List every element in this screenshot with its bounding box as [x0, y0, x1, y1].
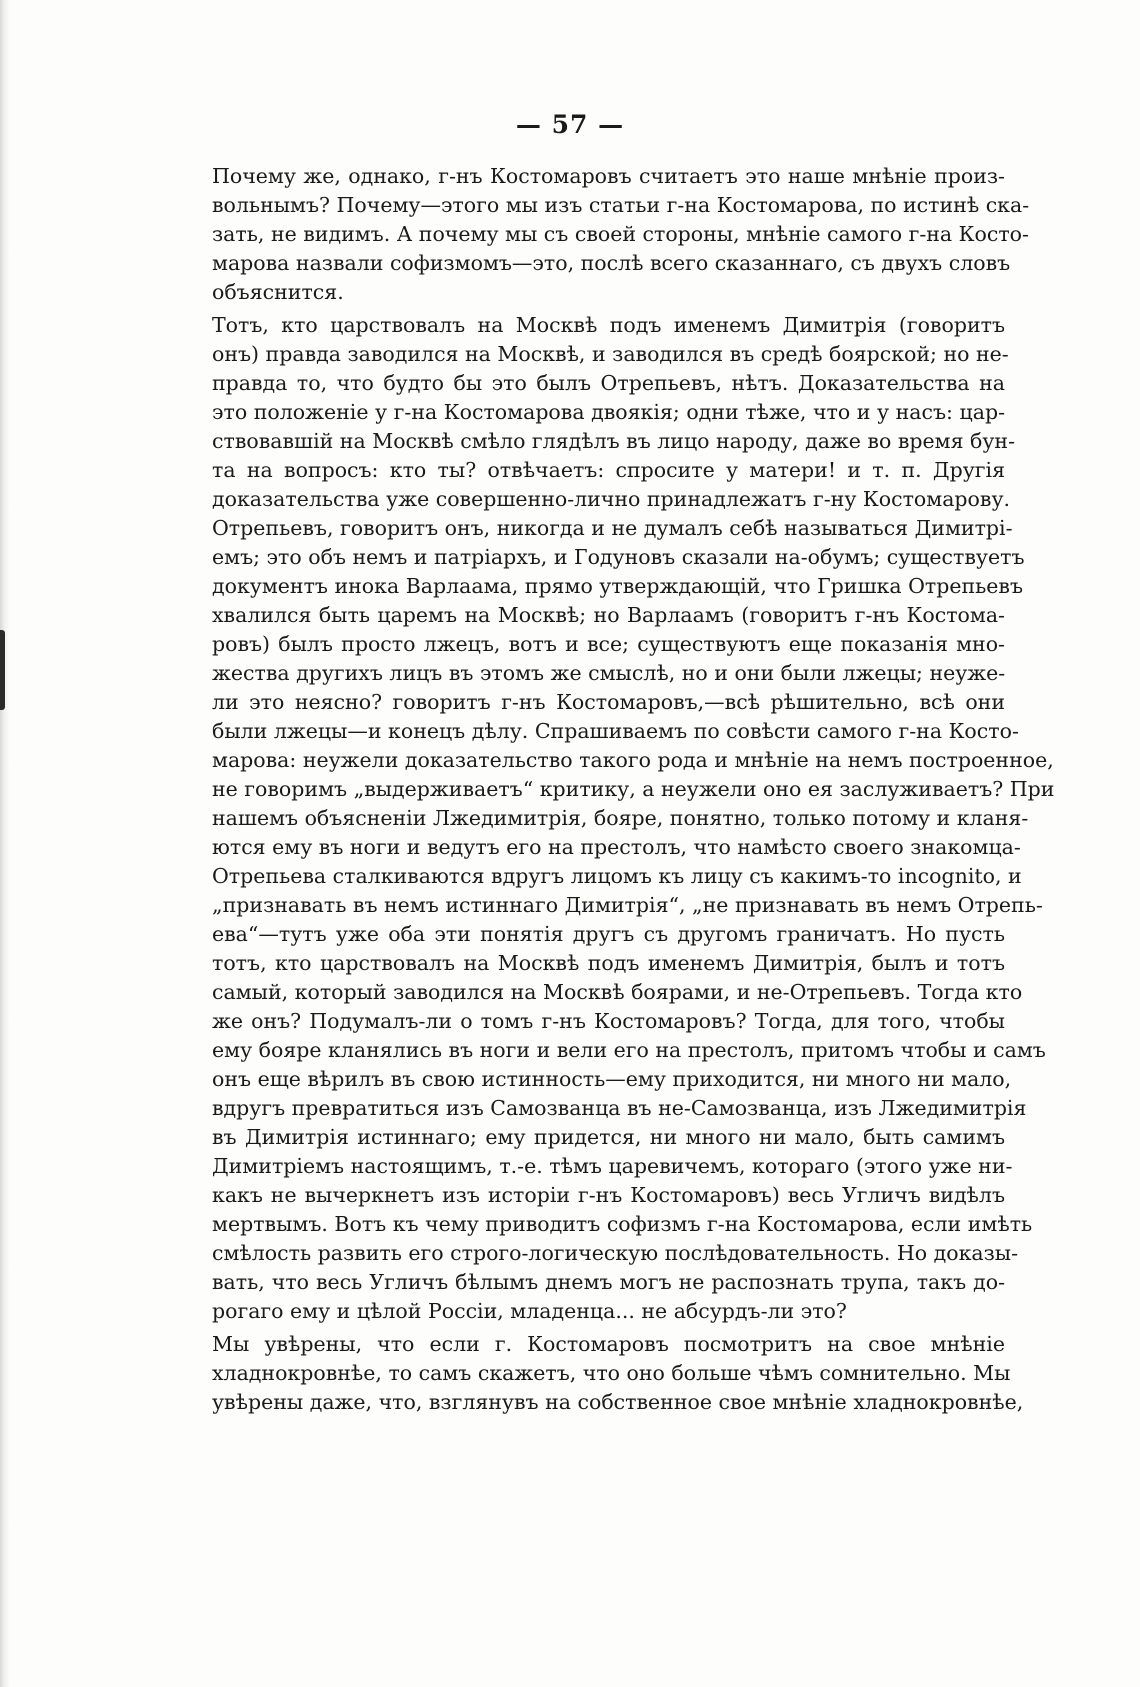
text-line: вдругъ превратиться изъ Самозванца въ не-Самозванца, изъ Лжедимитрія [212, 1096, 1027, 1120]
text-line: мертвымъ. Вотъ къ чему приводитъ софизмъ г-на Костомарова, если имѣть [212, 1212, 1033, 1236]
scan-margin-mark [0, 630, 5, 710]
text-line: хвалился быть царемъ на Москвѣ; но Варлаамъ (говоритъ г-нъ Костома- [212, 603, 1005, 627]
text-line: были лжецы—и конецъ дѣлу. Спрашиваемъ по совѣсти самого г-на Косто- [212, 719, 1019, 743]
text-line: онъ еще вѣрилъ въ свою истинность—ему приходится, ни много ни мало, [212, 1067, 1012, 1091]
text-line: объяснится. [212, 280, 344, 304]
text-line: ствовавшій на Москвѣ смѣло глядѣлъ въ лицо народу, даже во время бун- [212, 429, 1016, 453]
text-line: Димитріемъ настоящимъ, т.-е. тѣмъ царевичемъ, котораго (этого уже ни- [212, 1154, 1013, 1178]
text-line: увѣрены даже, что, взглянувъ на собственное свое мнѣніе хладнокровнѣе, [212, 1390, 1024, 1414]
text-line: хладнокровнѣе, то самъ скажетъ, что оно больше чѣмъ сомнительно. Мы [212, 1361, 1011, 1385]
text-line: Отрепьевъ, говоритъ онъ, никогда и не думалъ себѣ называться Димитрі- [212, 516, 1013, 540]
page-number: — 57 — [515, 110, 625, 139]
text-line: онъ) правда заводился на Москвѣ, и заводился въ средѣ боярской; но не- [212, 342, 1009, 366]
text-line: Мы увѣрены, что если г. Костомаровъ посмотритъ на свое мнѣніе [212, 1332, 1005, 1356]
text-line: тотъ, кто царствовалъ на Москвѣ подъ именемъ Димитрія, былъ и тотъ [212, 951, 1005, 975]
text-line: рогаго ему и цѣлой Россіи, младенца... не абсурдъ-ли это? [212, 1299, 847, 1323]
text-line: какъ не вычеркнетъ изъ исторіи г-нъ Костомаровъ) весь Угличъ видѣлъ [212, 1183, 1005, 1207]
text-line: документъ инока Варлаама, прямо утверждающій, что Гришка Отрепьевъ [212, 574, 1024, 598]
text-line: ему бояре кланялись въ ноги и вели его на престолъ, притомъ чтобы и самъ [212, 1038, 1046, 1062]
text-line: Тотъ, кто царствовалъ на Москвѣ подъ именемъ Димитрія (говоритъ [212, 313, 1005, 337]
paragraph [155, 311, 1055, 1326]
text-line: смѣлость развить его строго-логическую послѣдовательность. Но доказы- [212, 1241, 1019, 1265]
text-line: вать, что весь Угличъ бѣлымъ днемъ могъ не распознать трупа, такъ до- [212, 1270, 1005, 1294]
text-line: жества другихъ лицъ въ этомъ же смыслѣ, но и они были лжецы; неуже- [212, 661, 1006, 685]
text-line: ются ему въ ноги и ведутъ его на престолъ, что намѣсто своего знакомца- [212, 835, 1021, 859]
text-line: ли это неясно? говоритъ г-нъ Костомаровъ,—всѣ рѣшительно, всѣ они [212, 690, 1005, 714]
text-line: ровъ) былъ просто лжецъ, вотъ и все; существуютъ еще показанія мно- [212, 632, 1005, 656]
text-line: зать, не видимъ. А почему мы съ своей стороны, мнѣніе самого г-на Косто- [212, 222, 1029, 246]
body-text [155, 162, 1055, 1421]
text-line: ева“—тутъ уже оба эти понятія другъ съ другомъ граничатъ. Но пусть [212, 922, 1005, 946]
text-line: не говоримъ „выдерживаетъ“ критику, а неужели оно ея заслуживаетъ? При [212, 777, 1055, 801]
text-line: Почему же, однако, г-нъ Костомаровъ считаетъ это наше мнѣніе произ- [212, 164, 1005, 188]
text-line: „признавать въ немъ истиннаго Димитрія“, „не признавать въ немъ Отрепь- [212, 893, 1043, 917]
text-line: правда то, что будто бы это былъ Отрепьевъ, нѣтъ. Доказательства на [212, 371, 1005, 395]
paragraph [155, 1330, 1024, 1417]
text-line: въ Димитрія истиннаго; ему придется, ни много ни мало, быть самимъ [212, 1125, 1005, 1149]
text-line: Отрепьева сталкиваются вдругъ лицомъ къ лицу съ какимъ-то incognito, и [212, 864, 1022, 888]
text-line: самый, который заводился на Москвѣ боярами, и не-Отрепьевъ. Тогда кто [212, 980, 1023, 1004]
text-line: емъ; это объ немъ и патріархъ, и Годуновъ сказали на-обумъ; существуетъ [212, 545, 1025, 569]
text-line: вольнымъ? Почему—этого мы изъ статьи г-на Костомарова, по истинѣ ска- [212, 193, 1030, 217]
text-line: это положеніе у г-на Костомарова двоякія; одни тѣже, что и у насъ: цар- [212, 400, 1005, 424]
page-edge-shadow [0, 0, 10, 1687]
text-line: марова: неужели доказательство такого рода и мнѣніе на немъ построенное, [212, 748, 1054, 772]
text-line: нашемъ объясненіи Лжедимитрія, бояре, понятно, только потому и кланя- [212, 806, 1029, 830]
text-line: марова назвали софизмомъ—это, послѣ всего сказаннаго, съ двухъ словъ [212, 251, 1011, 275]
paragraph [155, 162, 1030, 307]
text-line: же онъ? Подумалъ-ли о томъ г-нъ Костомаровъ? Тогда, для того, чтобы [212, 1009, 1005, 1033]
text-line: доказательства уже совершенно-лично принадлежатъ г-ну Костомарову. [212, 487, 1011, 511]
text-line: та на вопросъ: кто ты? отвѣчаетъ: спросите у матери! и т. п. Другія [212, 458, 1005, 482]
